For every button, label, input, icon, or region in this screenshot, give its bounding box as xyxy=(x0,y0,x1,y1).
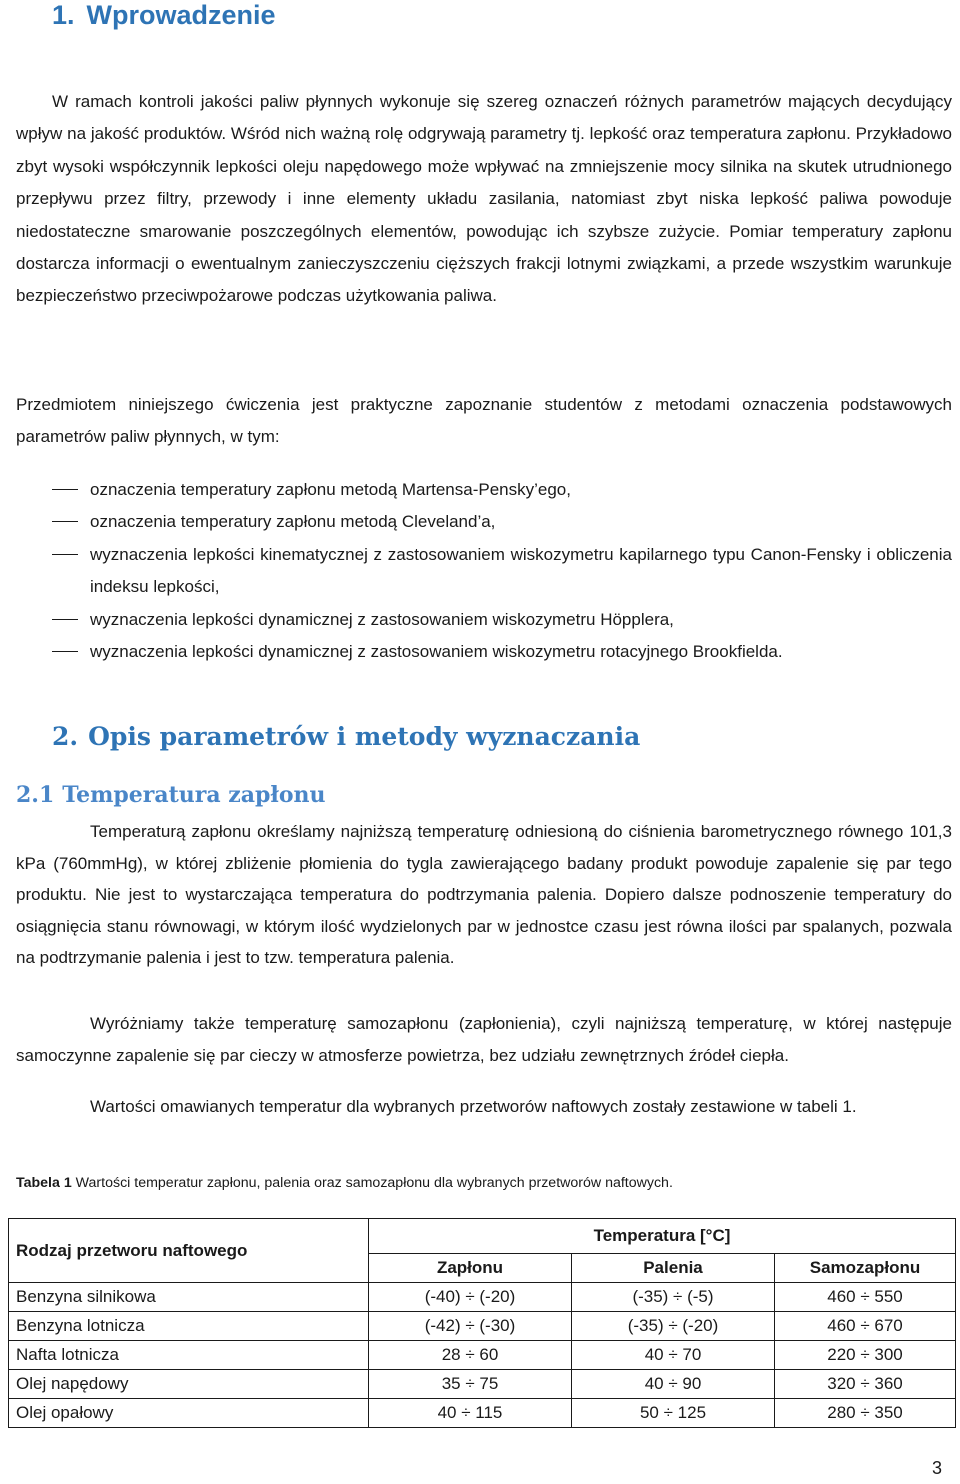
table-row xyxy=(9,1370,956,1399)
table-cell: 40 ÷ 115 xyxy=(369,1399,572,1428)
subsection-title: Temperatura zapłonu xyxy=(62,782,326,808)
table-cell-product: Benzyna silnikowa xyxy=(9,1283,369,1312)
header-temperature-group: Temperatura [°C] xyxy=(369,1219,956,1254)
header-burning-point: Palenia xyxy=(572,1254,775,1283)
header-autoignition: Samozapłonu xyxy=(775,1254,956,1283)
table-cell: (-42) ÷ (-30) xyxy=(369,1312,572,1341)
table-cell: (-35) ÷ (-20) xyxy=(572,1312,775,1341)
dash-bullet-icon xyxy=(52,619,78,620)
table-cell: 220 ÷ 300 xyxy=(775,1341,956,1370)
dash-bullet-icon xyxy=(52,521,78,522)
page-number: 3 xyxy=(932,1458,943,1478)
section-title: Wprowadzenie xyxy=(86,0,276,30)
dash-bullet-icon xyxy=(52,554,78,555)
intro-paragraph-2: Przedmiotem niniejszego ćwiczenia jest praktyczne zapoznanie studentów z metodami oznaczenia podstawowych parametrów paliw płynnych, w tym: xyxy=(16,395,952,447)
subsection-number: 2.1 xyxy=(16,782,55,808)
table-cell: 35 ÷ 75 xyxy=(369,1370,572,1399)
section-number: 1. xyxy=(52,0,75,30)
table-caption-label: Tabela 1 xyxy=(16,1175,72,1191)
temperature-table xyxy=(8,1218,956,1428)
dash-bullet-icon xyxy=(52,651,78,652)
table-cell-product: Nafta lotnicza xyxy=(9,1341,369,1370)
list-item xyxy=(16,604,952,636)
section-heading-2 xyxy=(52,722,640,751)
list-item-text: wyznaczenia lepkości dynamicznej z zastosowaniem wiskozymetru rotacyjnego Brookfielda. xyxy=(90,642,783,662)
section-number: 2. xyxy=(52,722,79,751)
section-title: Opis parametrów i metody wyznaczania xyxy=(88,722,641,751)
table-cell: 50 ÷ 125 xyxy=(572,1399,775,1428)
table-row xyxy=(9,1312,956,1341)
dash-bullet-icon xyxy=(52,489,78,490)
subsection-heading-2-1 xyxy=(16,782,326,808)
header-flash-point: Zapłonu xyxy=(369,1254,572,1283)
table-caption-text: Wartości temperatur zapłonu, palenia oraz samozapłonu dla wybranych przetworów naftowych. xyxy=(71,1175,673,1191)
table-row xyxy=(9,1341,956,1370)
table-cell-product: Olej opałowy xyxy=(9,1399,369,1428)
flash-point-paragraph: Temperaturą zapłonu określamy najniższą temperaturę odniesioną do ciśnienia barometrycznego równego 101,3 kPa (760mmHg), w której zbliżenie płomienia do tygla zawierającego badany produkt powoduje zapalenie się par tego produktu. Nie jest to wystarczająca temperatura do podtrzymania palenia. Dopiero dalsze podnoszenie temperatury do osiągnięcia stanu równowagi, w którym ilość wydzielonych par w jednostce czasu jest równa ilości par spalanych, pozwala na podtrzymanie palenia i jest to tzw. temperatura palenia. xyxy=(16,822,952,968)
table-header-row xyxy=(9,1219,956,1254)
intro-paragraph-1: W ramach kontroli jakości paliw płynnych wykonuje się szereg oznaczeń różnych parametrów mających decydujący wpływ na jakość produktów. Wśród nich ważną rolę odgrywają parametry tj. lepkość oraz temperatura zapłonu. Przykładowo zbyt wysoki współczynnik lepkości oleju napędowego może wpływać na zmniejszenie mocy silnika na skutek utrudnionego przepływu przez filtry, przewody i inne elementy układu zasilania, natomiast zbyt niska lepkość paliwa powoduje niedostateczne smarowanie poszczególnych elementów, powodując ich szybsze zużycie. Pomiar temperatury zapłonu dostarcza informacji o ewentualnym zanieczyszczeniu cięższych frakcji lotnymi związkami, a przede wszystkim warunkuje bezpieczeństwo przeciwpożarowe podczas użytkowania paliwa. xyxy=(16,92,952,306)
list-item-text: wyznaczenia lepkości kinematycznej z zastosowaniem wiskozymetru kapilarnego typu Canon-Fensky i obliczenia indeksu lepkości, xyxy=(90,544,952,597)
list-item xyxy=(16,474,952,506)
table-cell: 460 ÷ 670 xyxy=(775,1312,956,1341)
list-item xyxy=(16,636,952,668)
list-item-text: wyznaczenia lepkości dynamicznej z zastosowaniem wiskozymetru Höpplera, xyxy=(90,609,674,629)
table-cell: 40 ÷ 70 xyxy=(572,1341,775,1370)
table-cell: 460 ÷ 550 xyxy=(775,1283,956,1312)
methods-list xyxy=(16,474,952,668)
table-cell: (-35) ÷ (-5) xyxy=(572,1283,775,1312)
table-row xyxy=(9,1283,956,1312)
table-cell: 280 ÷ 350 xyxy=(775,1399,956,1428)
list-item-text: oznaczenia temperatury zapłonu metodą Cleveland’a, xyxy=(90,512,496,532)
section-heading-1 xyxy=(52,0,276,31)
table-cell: 40 ÷ 90 xyxy=(572,1370,775,1399)
list-item xyxy=(16,506,952,538)
table-reference-paragraph: Wartości omawianych temperatur dla wybranych przetworów naftowych zostały zestawione w tabeli 1. xyxy=(90,1097,857,1116)
autoignition-paragraph: Wyróżniamy także temperaturę samozapłonu (zapłonienia), czyli najniższą temperaturę, w której następuje samoczynne zapalenie się par cieczy w atmosferze powietrza, bez udziału zewnętrznych źródeł ciepła. xyxy=(16,1014,952,1065)
table-cell: 28 ÷ 60 xyxy=(369,1341,572,1370)
table-cell: (-40) ÷ (-20) xyxy=(369,1283,572,1312)
header-product: Rodzaj przetworu naftowego xyxy=(9,1219,369,1283)
table-row xyxy=(9,1399,956,1428)
table-cell: 320 ÷ 360 xyxy=(775,1370,956,1399)
table-caption xyxy=(16,1175,673,1191)
table-cell-product: Benzyna lotnicza xyxy=(9,1312,369,1341)
list-item xyxy=(16,539,952,604)
table-cell-product: Olej napędowy xyxy=(9,1370,369,1399)
list-item-text: oznaczenia temperatury zapłonu metodą Martensa-Pensky’ego, xyxy=(90,480,571,499)
